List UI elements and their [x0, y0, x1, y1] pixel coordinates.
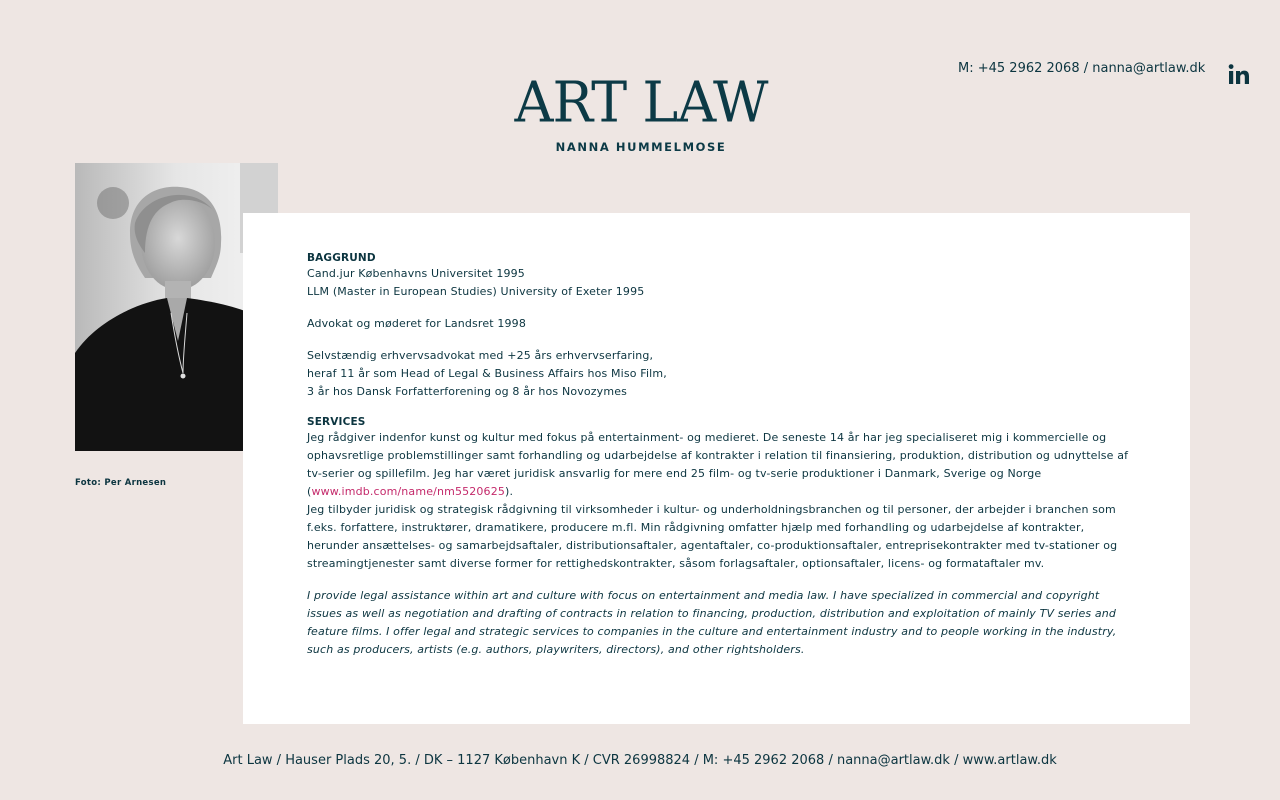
linkedin-icon-svg [1228, 63, 1250, 85]
admission-line: Advokat og møderet for Landsret 1998 [307, 317, 526, 330]
experience-line: heraf 11 år som Head of Legal & Business Affairs hos Miso Film, [307, 367, 667, 380]
logo-title: ART LAW [514, 69, 768, 136]
services-heading: SERVICES [307, 416, 366, 428]
services-paragraph-2: Jeg tilbyder juridisk og strategisk rådgivning til virksomheder i kultur- og underholdningsbranchen og til personer, der arbejder i branchen som f.eks. forfattere, instruktører, dramatikere, producere m.fl. Min rådgivning omfatter hjælp med forhandling og udarbejdelse af kontrakter, herunder ansættelses- og samarbejdsaftaler, distributionsaftaler, agentaftaler, co-produktionsaftaler, entreprisekontrakter med tv-stationer og streamingtjenester samt diverse former for rettighedskontrakter, såsom forlagsaftaler, optionsaftaler, licens- og formataftaler mv. [307, 503, 1118, 570]
photo-credit: Foto: Per Arnesen [75, 478, 167, 488]
services-text: Jeg rådgiver indenfor kunst og kultur med fokus på entertainment- og medieret. De seneste 14 år har jeg specialiseret mig i kommercielle og ophavsretlige problemstillinger samt forhandling og udarbejdelse af kontrakter i relation til finansiering, produktion, distribution og udnyttelse af tv-serier og spillefilm. Jeg har været juridisk ansvarlig for mere end 25 film- og tv-serie produktioner i Danmark, Sverige og Norge ( [307, 431, 1129, 498]
art-law-logo[interactable] [500, 69, 782, 154]
logo-subtitle: NANNA HUMMELMOSE [555, 140, 727, 154]
experience-line: 3 år hos Dansk Forfatterforening og 8 år hos Novozymes [307, 385, 627, 398]
english-summary: I provide legal assistance within art and culture with focus on entertainment and media law. I have specialized in commercial and copyright issues as well as negotiation and drafting of contracts in relation to financing, production, distribution and exploitation of mainly TV series and feature films. I offer legal and strategic services to companies in the culture and entertainment industry and to people working in the industry, such as producers, artists (e.g. authors, playwriters, directors), and other rightsholders. [307, 589, 1117, 656]
education-line: LLM (Master in European Studies) University of Exeter 1995 [307, 285, 645, 298]
header-contact[interactable]: M: +45 2962 2068 / nanna@artlaw.dk [958, 61, 1206, 76]
profile-content [307, 251, 1137, 659]
linkedin-icon[interactable] [1228, 63, 1250, 85]
experience-line: Selvstændig erhvervsadvokat med +25 års erhvervserfaring, [307, 349, 654, 362]
services-text-end: ). [505, 485, 514, 498]
background-heading: BAGGRUND [307, 252, 376, 264]
imdb-link[interactable]: www.imdb.com/name/nm5520625 [311, 485, 505, 498]
footer-contact: Art Law / Hauser Plads 20, 5. / DK – 1127 København K / CVR 26998824 / M: +45 2962 2068 / nanna@artlaw.dk / www.artlaw.dk [223, 753, 1057, 768]
education-line: Cand.jur Københavns Universitet 1995 [307, 267, 525, 280]
services-paragraph-1 [307, 429, 1137, 501]
